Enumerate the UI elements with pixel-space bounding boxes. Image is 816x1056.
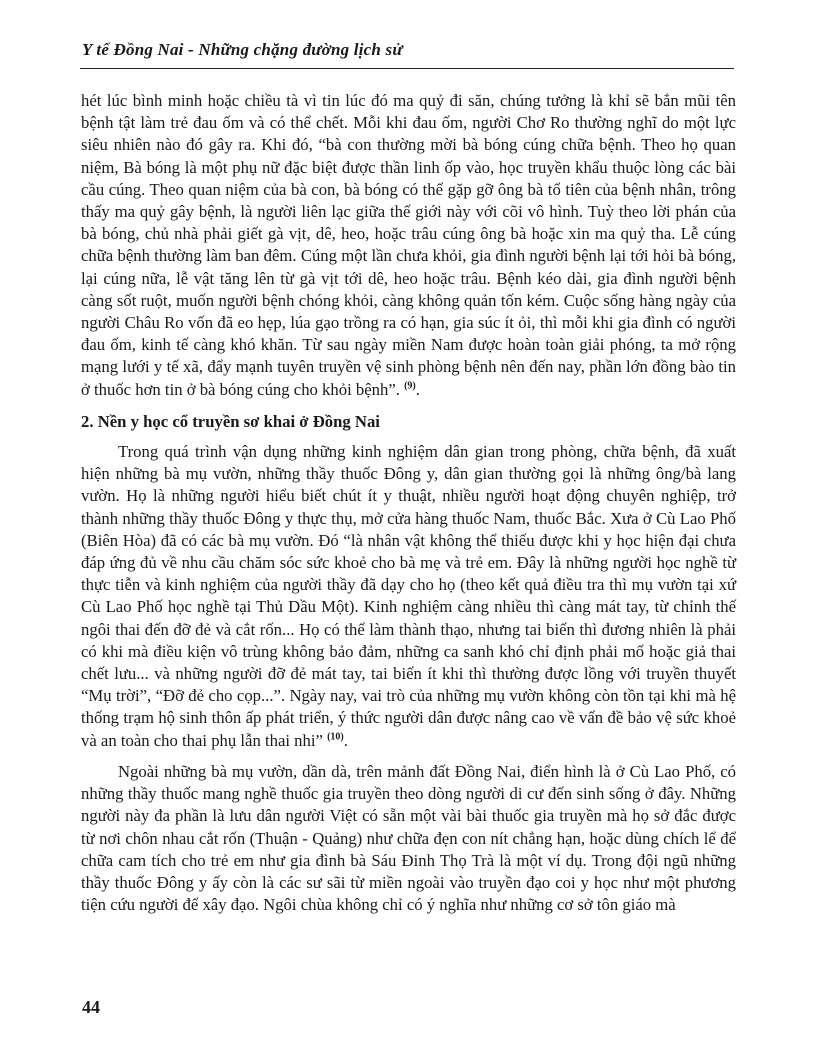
- paragraph-2-end: .: [343, 730, 348, 750]
- footnote-ref-9: (9): [404, 380, 416, 392]
- running-header: Y tế Đồng Nai - Những chặng đường lịch sử: [82, 40, 403, 59]
- paragraph-3: Ngoài những bà mụ vườn, dần dà, trên mảnh đất Đồng Nai, điển hình là ở Cù Lao Phố, có những thầy thuốc mang nghề thuốc gia truyền theo dòng người di cư đến sinh sống ở đây. Những người này đa phần là lưu dân người Việt có sẵn một vài bài thuốc gia truyền mà họ sở đắc được từ nơi chôn nhau cắt rốn (Thuận - Quảng) như chữa đẹn con nít chẳng hạn, hoặc dùng chích lể để chữa cam tích cho trẻ em như gia đình bà Sáu Đinh Thọ Trà là một ví dụ. Trong đội ngũ những thầy thuốc Đông y ấy còn là các sư sãi từ miền ngoài vào truyền đạo coi y học như một phương tiện cứu người để xây đạo. Ngôi chùa không chỉ có ý nghĩa như những cơ sở tôn giáo mà: [81, 761, 736, 915]
- paragraph-1-end: .: [415, 379, 420, 399]
- footnote-ref-10: (10): [327, 731, 344, 743]
- header-rule: [80, 68, 734, 69]
- paragraph-2: [81, 441, 736, 752]
- section-heading: 2. Nền y học cổ truyền sơ khai ở Đồng Nai: [81, 411, 380, 431]
- paragraph-2-text: Trong quá trình vận dụng những kinh nghiệm dân gian trong phòng, chữa bệnh, đã xuất hiện những bà mụ vườn, những thầy thuốc Đông y, dân gian thường gọi là những ông/bà lang vườn. Họ là những người hiểu biết chút ít y thuật, nhiều người hoạt động chuyên nghiệp, trở thành những thầy thuốc Đông y thực thụ, mở cửa hàng thuốc Nam, thuốc Bắc. Xưa ở Cù Lao Phố (Biên Hòa) đã có các bà mụ vườn. Đó “là nhân vật không thể thiếu được khi y học hiện đại chưa đáp ứng đủ về nhu cầu chăm sóc sức khoẻ cho bà mẹ và trẻ em. Đây là những người học nghề từ thực tiễn và kinh nghiệm của người thầy đã dạy cho họ (theo kết quả điều tra thì mụ vườn tại xứ Cù Lao Phố học nghề tại Thủ Dầu Một). Kinh nghiệm càng nhiều thì càng mát tay, từ chỉnh thế ngôi thai đến đỡ đẻ và cắt rốn... Họ có thể làm thành thạo, nhưng tai biến thì đương nhiên là phải có khi mà điều kiện vô trùng không bảo đảm, những ca sanh khó chỉ định phải mổ hoặc giả thai chết lưu... và những người đỡ đẻ mát tay, tai biến ít khi thì thường được lồng với truyền thuyết “Mụ trời”, “Đỡ đẻ cho cọp...”. Ngày nay, vai trò của những mụ vườn không còn tồn tại khi mà hệ thống trạm hộ sinh thôn ấp phát triển, ý thức người dân được nâng cao về vấn đề bảo vệ sức khoẻ và an toàn cho thai phụ lẫn thai nhi”: [81, 442, 736, 750]
- paragraph-1: [81, 90, 736, 401]
- paragraph-1-text: hét lúc bình minh hoặc chiều tà vì tin lúc đó ma quỷ đi săn, chúng tưởng là khỉ sẽ bắn mũi tên bệnh tật làm trẻ đau ốm và có thể chết. Mỗi khi đau ốm, người Chơ Ro thường nghĩ do một lực siêu nhiên nào đó gây ra. Khi đó, “bà con thường mời bà bóng cúng chữa bệnh. Theo họ quan niệm, Bà bóng là một phụ nữ đặc biệt được thần linh ốp vào, học truyền khẩu thuộc lòng các bài cầu cúng. Theo quan niệm của bà con, bà bóng có thể gặp gỡ ông bà tổ tiên của bệnh nhân, trông thấy ma quỷ gây bệnh, là người liên lạc giữa thế giới này với cõi vô hình. Tuỳ theo lời phán của bà bóng, chủ nhà phải giết gà vịt, dê, heo, hoặc trâu cúng ông bà hoặc xin ma quỷ tha. Lễ cúng chữa bệnh thường làm ban đêm. Cúng một lần chưa khỏi, gia đình người bệnh lại tới hỏi bà bóng, lại cúng nữa, lễ vật tăng lên từ gà vịt tới dê, heo hoặc trâu. Bệnh kéo dài, gia đình người bệnh càng sốt ruột, muốn người bệnh chóng khỏi, càng không quản tốn kém. Cuộc sống hàng ngày của người Châu Ro vốn đã eo hẹp, lúa gạo trồng ra có hạn, gia súc ít ỏi, thì mỗi khi gia đình có người đau ốm, kinh tế càng khó khăn. Từ sau ngày miền Nam được hoàn toàn giải phóng, ta mở rộng mạng lưới y tế xã, đẩy mạnh tuyên truyền vệ sinh phòng bệnh nên đến nay, phần lớn đồng bào tin ở thuốc hơn tin ở bà bóng cúng cho khỏi bệnh”.: [81, 91, 736, 399]
- page-number: 44: [82, 997, 100, 1017]
- page-body: [81, 90, 736, 916]
